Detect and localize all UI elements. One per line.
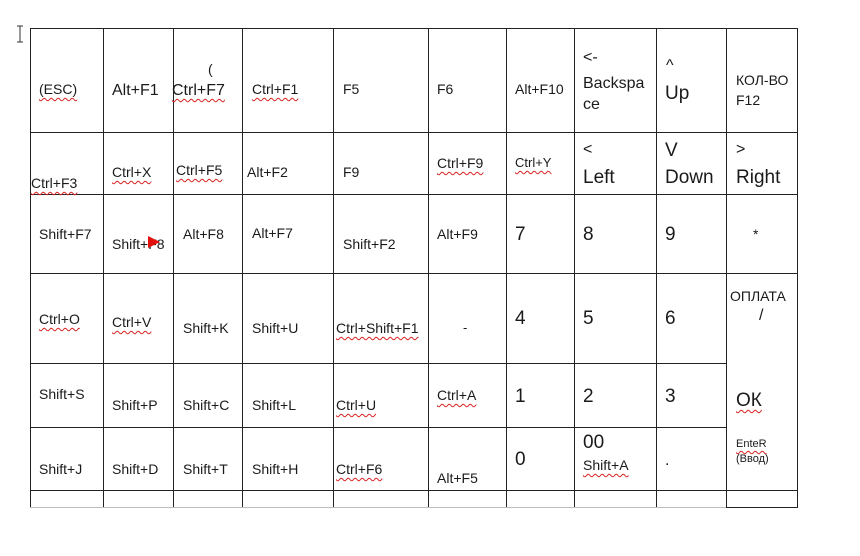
cell-r3-c5: Shift+F2 [343,236,396,252]
cell-r5-c4: Shift+L [252,397,296,413]
cell-r1-c3-paren: ( [208,61,213,77]
cell-r2-c5: F9 [343,164,360,180]
cell-r2-c10-arrow: > [736,141,746,158]
cell-r1-c3: Ctrl+F7 [172,82,225,99]
cell-r4-c4: Shift+U [252,320,299,336]
cell-r6-c10-l2: (Ввод) [736,453,769,465]
cell-r1-c2: Alt+F1 [112,82,159,99]
cell-r5-c3: Shift+C [183,397,230,413]
cell-r1-c10-l2: F12 [736,92,761,108]
cell-r6-c2: Shift+D [112,461,159,477]
cell-r1-c9-label: Up [665,83,690,104]
cell-r2-c10-label: Right [736,167,781,188]
cell-r1-c6: F6 [437,81,454,97]
cell-r2-c8-arrow: < [583,141,593,158]
cell-r6-c8-l2: Shift+A [583,457,629,473]
cell-r4-c1: Ctrl+O [39,311,80,327]
cell-r1-c1: (ESC) [39,81,78,97]
cell-r5-c1: Shift+S [39,386,85,402]
cell-r5-c6: Ctrl+A [437,387,477,403]
cell-r2-c9-arrow: V [665,140,678,161]
cell-r4-c3: Shift+K [183,320,229,336]
cell-r3-c10: * [753,226,759,242]
cell-r4-c6: - [463,320,468,335]
cell-r4-c10-l2: / [759,307,764,324]
cell-r2-c3: Ctrl+F5 [176,162,223,178]
cell-r6-c9: . [665,452,670,469]
cell-r4-c5: Ctrl+Shift+F1 [336,320,419,336]
cell-r6-c4: Shift+H [252,461,299,477]
cell-r1-c8-l2: Backspa [583,75,645,92]
cell-r2-c4: Alt+F2 [247,164,288,180]
cell-r4-c2: Ctrl+V [112,314,152,330]
cell-r5-c9: 3 [665,386,676,407]
cell-r2-c7: Ctrl+Y [515,155,552,170]
cell-r3-c2: Shift+F8 [112,236,165,252]
cell-r6-c6: Alt+F5 [437,470,478,486]
cell-r1-c4: Ctrl+F1 [252,81,299,97]
cell-r1-c10-l1: КОЛ-ВО [736,72,789,88]
cell-r6-c5: Ctrl+F6 [336,461,383,477]
cell-r5-c2: Shift+P [112,397,158,413]
cell-r3-c9: 9 [665,224,676,245]
cell-r3-c3: Alt+F8 [183,226,224,242]
cell-r4-c10-l1: ОПЛАТА [730,288,786,304]
cell-r4-c9: 6 [665,308,676,329]
cell-r3-c4: Alt+F7 [252,225,293,241]
cell-r1-c9-arrow: ^ [666,57,674,74]
cell-r6-c7: 0 [515,449,526,470]
cell-r3-c7: 7 [515,224,526,245]
cell-r4-c8: 5 [583,308,594,329]
cell-r1-c5: F5 [343,81,360,97]
cell-r3-c8: 8 [583,224,594,245]
cell-r5-c8: 2 [583,386,594,407]
cell-r6-c10-l1: EnteR [736,438,767,450]
cell-r1-c7: Alt+F10 [515,81,564,97]
cell-r2-c9-label: Down [665,167,714,188]
red-play-marker-icon [148,236,160,248]
cell-r5-c10: ОК [736,390,762,411]
text-cursor-icon [16,25,24,43]
cell-r2-c6: Ctrl+F9 [437,155,484,171]
cell-r5-c7: 1 [515,386,526,407]
cell-r6-c8-l1: 00 [583,432,605,453]
cell-r6-c1: Shift+J [39,461,83,477]
cell-r4-c7: 4 [515,308,526,329]
cell-r2-c8-label: Left [583,167,615,188]
cell-r3-c1: Shift+F7 [39,226,92,242]
cell-r1-c8-l3: ce [583,96,600,113]
cell-r1-c8-arrow: <- [583,49,598,66]
cell-r2-c1: Ctrl+F3 [31,175,78,191]
cell-r5-c5: Ctrl+U [336,397,377,413]
cell-r6-c3: Shift+T [183,461,228,477]
cell-r2-c2: Ctrl+X [112,164,152,180]
cell-r3-c6: Alt+F9 [437,226,478,242]
